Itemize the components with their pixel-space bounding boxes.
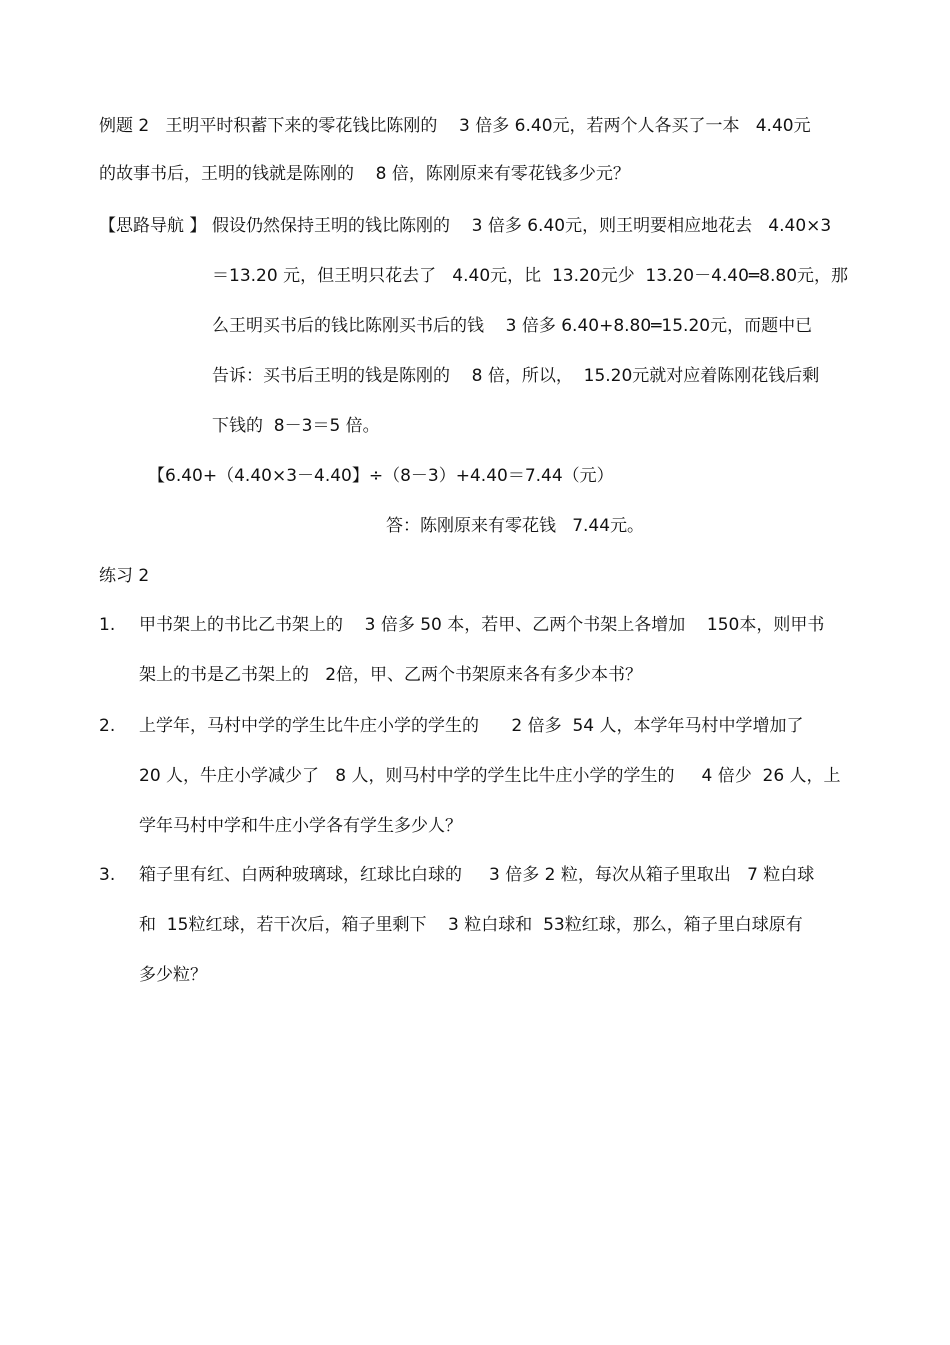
question-3-line-1: 箱子里有红、白两种玻璃球，红球比白球的 3 倍多 2 粒，每次从箱子里取出 7 粒白球 [139, 865, 815, 885]
example-line-2: 的故事书后，王明的钱就是陈刚的 8 倍，陈刚原来有零花钱多少元？ [99, 164, 630, 184]
question-2-number: 2. [99, 716, 116, 736]
formula: 【6.40+（4.40×3－4.40】÷（8－3）+4.40＝7.44（元） [148, 466, 614, 486]
example-line-1: 例题 2 王明平时积蓄下来的零花钱比陈刚的 3 倍多 6.40元，若两个人各买了一本 4.40元 [99, 116, 811, 136]
question-2-line-2: 20 人，牛庄小学减少了 8 人，则马村中学的学生比牛庄小学的学生的 4 倍少 26 人，上 [139, 766, 841, 786]
guide-label: 【思路导航 】 [99, 216, 207, 236]
answer: 答：陈刚原来有零花钱 7.44元。 [386, 516, 645, 536]
guide-line-4: 告诉：买书后王明的钱是陈刚的 8 倍，所以， 15.20元就对应着陈刚花钱后剩 [212, 366, 820, 386]
question-2-line-3: 学年马村中学和牛庄小学各有学生多少人？ [139, 816, 462, 836]
question-3-number: 3. [99, 865, 116, 885]
question-3-line-3: 多少粒？ [139, 965, 207, 985]
guide-line-3: 么王明买书后的钱比陈刚买书后的钱 3 倍多 6.40+8.80═15.20元，而题中已 [212, 316, 813, 336]
guide-line-2: ＝13.20 元，但王明只花去了 4.40元，比 13.20元少 13.20－4.40═8.80元，那 [212, 266, 849, 286]
guide-line-5: 下钱的 8－3＝5 倍。 [212, 416, 380, 436]
question-3-line-2: 和 15粒红球，若干次后，箱子里剩下 3 粒白球和 53粒红球，那么，箱子里白球原有 [139, 915, 803, 935]
practice-title: 练习 2 [99, 566, 150, 586]
question-2-line-1: 上学年，马村中学的学生比牛庄小学的学生的 2 倍多 54 人，本学年马村中学增加了 [139, 716, 804, 736]
question-1-number: 1. [99, 615, 116, 635]
question-1-line-1: 甲书架上的书比乙书架上的 3 倍多 50 本，若甲、乙两个书架上各增加 150本，则甲书 [139, 615, 825, 635]
guide-line-1: 假设仍然保持王明的钱比陈刚的 3 倍多 6.40元，则王明要相应地花去 4.40×3 [212, 216, 832, 236]
question-1-line-2: 架上的书是乙书架上的 2倍，甲、乙两个书架原来各有多少本书？ [139, 665, 643, 685]
